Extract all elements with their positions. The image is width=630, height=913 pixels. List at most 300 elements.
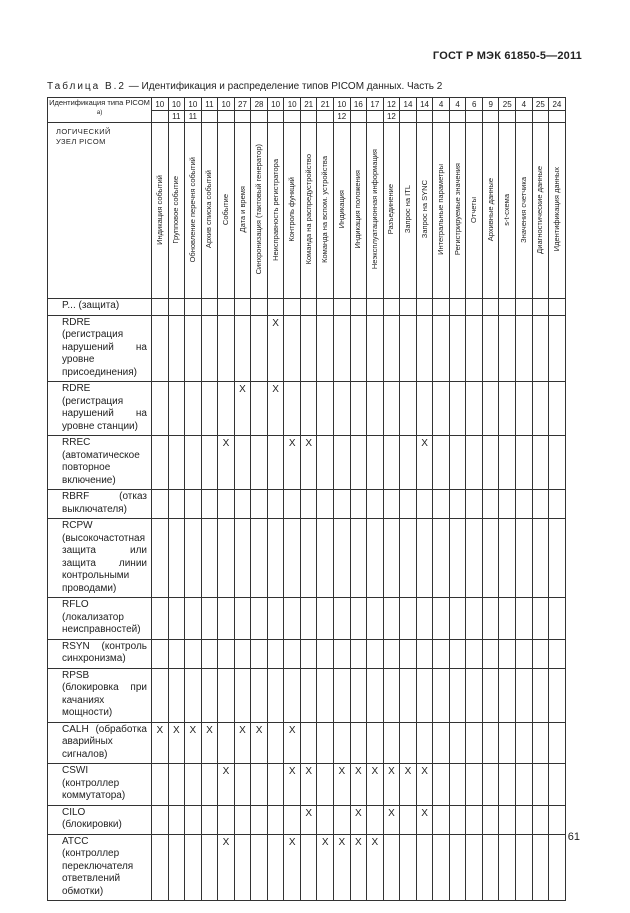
empty-cell: [317, 315, 334, 382]
empty-cell: [251, 436, 268, 490]
mark-cell: X: [416, 805, 433, 834]
empty-cell: [516, 805, 533, 834]
empty-cell: [267, 805, 284, 834]
type-id-cell: 6: [466, 98, 483, 111]
empty-cell: [367, 299, 384, 316]
empty-cell: [499, 490, 516, 519]
empty-cell: [185, 834, 202, 901]
empty-cell: [400, 639, 417, 668]
page-number: 61: [567, 831, 580, 843]
empty-cell: [185, 382, 202, 436]
function-label: Неисправность регистратора: [270, 158, 280, 261]
function-label: Индикация положения: [353, 170, 363, 249]
empty-cell: [499, 315, 516, 382]
empty-cell: [234, 598, 251, 640]
empty-cell: [400, 519, 417, 598]
table-caption-label: Таблица В.2: [47, 81, 126, 92]
empty-cell: [449, 315, 466, 382]
empty-cell: [400, 490, 417, 519]
empty-cell: [367, 490, 384, 519]
empty-cell: [218, 299, 235, 316]
type-sub-id-cell: [367, 111, 384, 123]
logical-node-cell: RDRE (регистрация нарушений на уровне станции): [48, 382, 152, 436]
empty-cell: [416, 299, 433, 316]
empty-cell: [499, 382, 516, 436]
empty-cell: [516, 722, 533, 764]
function-header-cell: [482, 123, 499, 299]
empty-cell: [549, 639, 566, 668]
empty-cell: [532, 668, 549, 722]
empty-cell: [466, 598, 483, 640]
function-label: Событие: [220, 193, 230, 226]
type-sub-id-cell: 11: [185, 111, 202, 123]
empty-cell: [317, 382, 334, 436]
empty-cell: [152, 639, 169, 668]
empty-cell: [334, 490, 351, 519]
empty-cell: [433, 598, 450, 640]
function-label: Индикация событий: [154, 174, 164, 245]
empty-cell: [482, 436, 499, 490]
empty-cell: [317, 598, 334, 640]
function-label: Групповое событие: [171, 175, 181, 244]
empty-cell: [168, 639, 185, 668]
empty-cell: [234, 668, 251, 722]
empty-cell: [251, 834, 268, 901]
logical-node-cell: CALH (обработка аварийных сигналов): [48, 722, 152, 764]
type-id-cell: 17: [367, 98, 384, 111]
function-header-cell: [234, 123, 251, 299]
table-row: [48, 315, 566, 382]
type-id-cell: 21: [300, 98, 317, 111]
function-header-cell: [416, 123, 433, 299]
empty-cell: [300, 668, 317, 722]
function-label: Синхронизация (тактовый генератор): [254, 144, 264, 275]
empty-cell: [284, 598, 301, 640]
empty-cell: [152, 519, 169, 598]
empty-cell: [433, 834, 450, 901]
mark-cell: X: [168, 722, 185, 764]
empty-cell: [532, 519, 549, 598]
empty-cell: [185, 805, 202, 834]
empty-cell: [201, 598, 218, 640]
type-sub-id-cell: 11: [168, 111, 185, 123]
empty-cell: [433, 639, 450, 668]
function-label: Неэксплуатационная информация: [369, 149, 379, 270]
empty-cell: [251, 519, 268, 598]
empty-cell: [516, 519, 533, 598]
type-sub-id-cell: [317, 111, 334, 123]
empty-cell: [549, 805, 566, 834]
empty-cell: [433, 805, 450, 834]
empty-cell: [350, 436, 367, 490]
empty-cell: [549, 764, 566, 806]
empty-cell: [152, 668, 169, 722]
empty-cell: [300, 834, 317, 901]
empty-cell: [532, 834, 549, 901]
empty-cell: [482, 490, 499, 519]
empty-cell: [383, 436, 400, 490]
empty-cell: [400, 722, 417, 764]
empty-cell: [334, 805, 351, 834]
empty-cell: [251, 639, 268, 668]
empty-cell: [251, 382, 268, 436]
empty-cell: [416, 668, 433, 722]
empty-cell: [350, 299, 367, 316]
empty-cell: [267, 519, 284, 598]
mark-cell: X: [350, 834, 367, 901]
function-label: Запрос на SYNC: [419, 180, 429, 239]
function-header-cell: [317, 123, 334, 299]
empty-cell: [499, 299, 516, 316]
empty-cell: [334, 598, 351, 640]
function-label: Контроль функций: [287, 177, 297, 242]
function-label: Разъединение: [386, 184, 396, 235]
empty-cell: [400, 436, 417, 490]
mark-cell: X: [350, 764, 367, 806]
empty-cell: [449, 598, 466, 640]
empty-cell: [449, 668, 466, 722]
function-header-cell: [350, 123, 367, 299]
empty-cell: [168, 382, 185, 436]
empty-cell: [317, 805, 334, 834]
empty-cell: [549, 598, 566, 640]
empty-cell: [317, 436, 334, 490]
type-id-cell: 27: [234, 98, 251, 111]
empty-cell: [433, 299, 450, 316]
logical-node-cell: RSYN (контроль синхронизма): [48, 639, 152, 668]
empty-cell: [267, 764, 284, 806]
mark-cell: X: [416, 436, 433, 490]
empty-cell: [334, 436, 351, 490]
empty-cell: [234, 639, 251, 668]
function-header-cell: [251, 123, 268, 299]
function-label: s-t-схема: [502, 193, 512, 226]
empty-cell: [499, 519, 516, 598]
type-id-cell: 10: [168, 98, 185, 111]
function-label: Отчеты: [469, 196, 479, 223]
type-id-cell: 9: [482, 98, 499, 111]
empty-cell: [218, 490, 235, 519]
empty-cell: [284, 639, 301, 668]
empty-cell: [267, 834, 284, 901]
empty-cell: [449, 382, 466, 436]
function-header-cell: [152, 123, 169, 299]
empty-cell: [433, 764, 450, 806]
empty-cell: [482, 834, 499, 901]
type-sub-id-cell: 12: [334, 111, 351, 123]
empty-cell: [433, 668, 450, 722]
logical-node-cell: RREC (автоматическое повторное включение): [48, 436, 152, 490]
empty-cell: [449, 834, 466, 901]
empty-cell: [300, 722, 317, 764]
empty-cell: [466, 805, 483, 834]
empty-cell: [416, 519, 433, 598]
empty-cell: [449, 299, 466, 316]
empty-cell: [251, 805, 268, 834]
function-header-cell: [334, 123, 351, 299]
empty-cell: [234, 490, 251, 519]
mark-cell: X: [284, 834, 301, 901]
empty-cell: [449, 764, 466, 806]
table-row: [48, 598, 566, 640]
function-label: Команда на вспом. устройства: [320, 156, 330, 263]
empty-cell: [350, 382, 367, 436]
empty-cell: [185, 639, 202, 668]
empty-cell: [449, 436, 466, 490]
logical-node-cell: RCPW (высокочастотная защита или защита линии контрольными проводами): [48, 519, 152, 598]
type-sub-id-cell: [300, 111, 317, 123]
type-sub-id-cell: [284, 111, 301, 123]
empty-cell: [267, 436, 284, 490]
empty-cell: [532, 598, 549, 640]
empty-cell: [300, 315, 317, 382]
empty-cell: [168, 436, 185, 490]
table-row: [48, 299, 566, 316]
type-id-cell: 14: [400, 98, 417, 111]
empty-cell: [400, 598, 417, 640]
function-label: Значения счетчика: [518, 176, 528, 243]
empty-cell: [367, 519, 384, 598]
empty-cell: [400, 382, 417, 436]
table-row: [48, 805, 566, 834]
logical-node-cell: CSWI (контроллер коммутатора): [48, 764, 152, 806]
empty-cell: [201, 299, 218, 316]
empty-cell: [284, 805, 301, 834]
type-sub-id-cell: [416, 111, 433, 123]
empty-cell: [300, 382, 317, 436]
empty-cell: [383, 722, 400, 764]
function-label: Дата и время: [237, 186, 247, 233]
type-sub-id-cell: [218, 111, 235, 123]
mark-cell: X: [218, 764, 235, 806]
empty-cell: [482, 639, 499, 668]
mark-cell: X: [300, 805, 317, 834]
empty-cell: [152, 834, 169, 901]
empty-cell: [532, 722, 549, 764]
function-label: Регистрируемые значения: [452, 163, 462, 256]
empty-cell: [201, 639, 218, 668]
empty-cell: [516, 639, 533, 668]
empty-cell: [367, 598, 384, 640]
empty-cell: [185, 598, 202, 640]
empty-cell: [516, 382, 533, 436]
empty-cell: [168, 315, 185, 382]
empty-cell: [334, 722, 351, 764]
logical-node-cell: RDRE (регистрация нарушений на уровне присоединения): [48, 315, 152, 382]
empty-cell: [152, 764, 169, 806]
function-header-cell: [400, 123, 417, 299]
empty-cell: [549, 722, 566, 764]
empty-cell: [482, 722, 499, 764]
function-header-cell: [449, 123, 466, 299]
type-id-cell: 4: [516, 98, 533, 111]
empty-cell: [284, 668, 301, 722]
empty-cell: [367, 436, 384, 490]
type-id-cell: 25: [499, 98, 516, 111]
empty-cell: [549, 834, 566, 901]
empty-cell: [499, 722, 516, 764]
type-sub-id-cell: [400, 111, 417, 123]
mark-cell: X: [284, 722, 301, 764]
empty-cell: [251, 490, 268, 519]
empty-cell: [185, 315, 202, 382]
empty-cell: [499, 834, 516, 901]
mark-cell: X: [284, 764, 301, 806]
empty-cell: [201, 764, 218, 806]
function-header-cell: [383, 123, 400, 299]
empty-cell: [201, 834, 218, 901]
table-row: [48, 834, 566, 901]
empty-cell: [300, 519, 317, 598]
type-sub-id-cell: [350, 111, 367, 123]
function-header-cell: [516, 123, 533, 299]
mark-cell: X: [234, 722, 251, 764]
empty-cell: [466, 764, 483, 806]
type-id-cell: 12: [383, 98, 400, 111]
empty-cell: [416, 722, 433, 764]
function-header-cell: [433, 123, 450, 299]
mark-cell: X: [267, 315, 284, 382]
logical-node-cell: RPSB (блокировка при качаниях мощности): [48, 668, 152, 722]
function-header-cell: [201, 123, 218, 299]
function-header-cell: [532, 123, 549, 299]
empty-cell: [482, 764, 499, 806]
function-label: Диагностические данные: [535, 165, 545, 254]
logical-node-cell: ATCC (контроллер переключателя ответвлений обмотки): [48, 834, 152, 901]
empty-cell: [400, 315, 417, 382]
function-label: Обновление перечня событий: [187, 156, 197, 263]
empty-cell: [284, 382, 301, 436]
empty-cell: [201, 668, 218, 722]
empty-cell: [218, 805, 235, 834]
empty-cell: [168, 834, 185, 901]
mark-cell: X: [218, 834, 235, 901]
type-id-cell: 16: [350, 98, 367, 111]
empty-cell: [317, 490, 334, 519]
mark-cell: X: [201, 722, 218, 764]
type-id-cell: 24: [549, 98, 566, 111]
mark-cell: X: [367, 834, 384, 901]
empty-cell: [532, 382, 549, 436]
function-header-cell: [218, 123, 235, 299]
mark-cell: X: [185, 722, 202, 764]
type-sub-id-cell: [267, 111, 284, 123]
type-id-cell: 4: [433, 98, 450, 111]
empty-cell: [516, 315, 533, 382]
empty-cell: [201, 519, 218, 598]
empty-cell: [433, 519, 450, 598]
function-header-cell: [185, 123, 202, 299]
empty-cell: [549, 490, 566, 519]
type-id-cell: 14: [416, 98, 433, 111]
empty-cell: [482, 382, 499, 436]
table-caption: [47, 81, 442, 92]
mark-cell: X: [218, 436, 235, 490]
empty-cell: [168, 805, 185, 834]
empty-cell: [383, 639, 400, 668]
empty-cell: [334, 382, 351, 436]
type-sub-id-cell: [251, 111, 268, 123]
empty-cell: [267, 299, 284, 316]
mark-cell: X: [383, 805, 400, 834]
empty-cell: [152, 382, 169, 436]
empty-cell: [218, 639, 235, 668]
standard-code: ГОСТ Р МЭК 61850-5—2011: [432, 50, 582, 62]
empty-cell: [185, 519, 202, 598]
empty-cell: [367, 722, 384, 764]
empty-cell: [334, 639, 351, 668]
function-label: Интегральные параметры: [436, 164, 446, 255]
empty-cell: [201, 382, 218, 436]
type-id-cell: 21: [317, 98, 334, 111]
empty-cell: [482, 315, 499, 382]
empty-cell: [482, 299, 499, 316]
function-label: Индикация: [336, 190, 346, 229]
empty-cell: [350, 668, 367, 722]
table-row: [48, 382, 566, 436]
function-label: Запрос на ITL: [402, 185, 412, 234]
empty-cell: [367, 639, 384, 668]
empty-cell: [185, 490, 202, 519]
mark-cell: X: [334, 764, 351, 806]
function-label: Команда на распредустройство: [303, 154, 313, 265]
function-header-cell: [466, 123, 483, 299]
empty-cell: [234, 436, 251, 490]
empty-cell: [449, 519, 466, 598]
empty-cell: [416, 382, 433, 436]
empty-cell: [466, 436, 483, 490]
empty-cell: [284, 315, 301, 382]
empty-cell: [152, 490, 169, 519]
empty-cell: [482, 519, 499, 598]
empty-cell: [383, 382, 400, 436]
empty-cell: [416, 598, 433, 640]
table-row: [48, 764, 566, 806]
empty-cell: [251, 598, 268, 640]
empty-cell: [152, 436, 169, 490]
mark-cell: X: [300, 764, 317, 806]
empty-cell: [201, 436, 218, 490]
type-sub-id-cell: [433, 111, 450, 123]
type-id-cell: 28: [251, 98, 268, 111]
empty-cell: [532, 764, 549, 806]
empty-cell: [516, 598, 533, 640]
empty-cell: [251, 299, 268, 316]
empty-cell: [449, 639, 466, 668]
type-sub-id-cell: [549, 111, 566, 123]
empty-cell: [549, 299, 566, 316]
mark-cell: X: [284, 436, 301, 490]
mark-cell: X: [367, 764, 384, 806]
empty-cell: [416, 315, 433, 382]
empty-cell: [499, 598, 516, 640]
empty-cell: [433, 315, 450, 382]
function-header-cell: [367, 123, 384, 299]
empty-cell: [267, 490, 284, 519]
empty-cell: [516, 299, 533, 316]
empty-cell: [334, 315, 351, 382]
type-sub-id-cell: [466, 111, 483, 123]
mark-cell: X: [400, 764, 417, 806]
function-header-cell: [267, 123, 284, 299]
type-id-cell: 10: [267, 98, 284, 111]
type-sub-id-cell: [234, 111, 251, 123]
empty-cell: [168, 668, 185, 722]
empty-cell: [433, 490, 450, 519]
function-header-cell: [284, 123, 301, 299]
type-id-cell: 10: [152, 98, 169, 111]
mark-cell: X: [383, 764, 400, 806]
